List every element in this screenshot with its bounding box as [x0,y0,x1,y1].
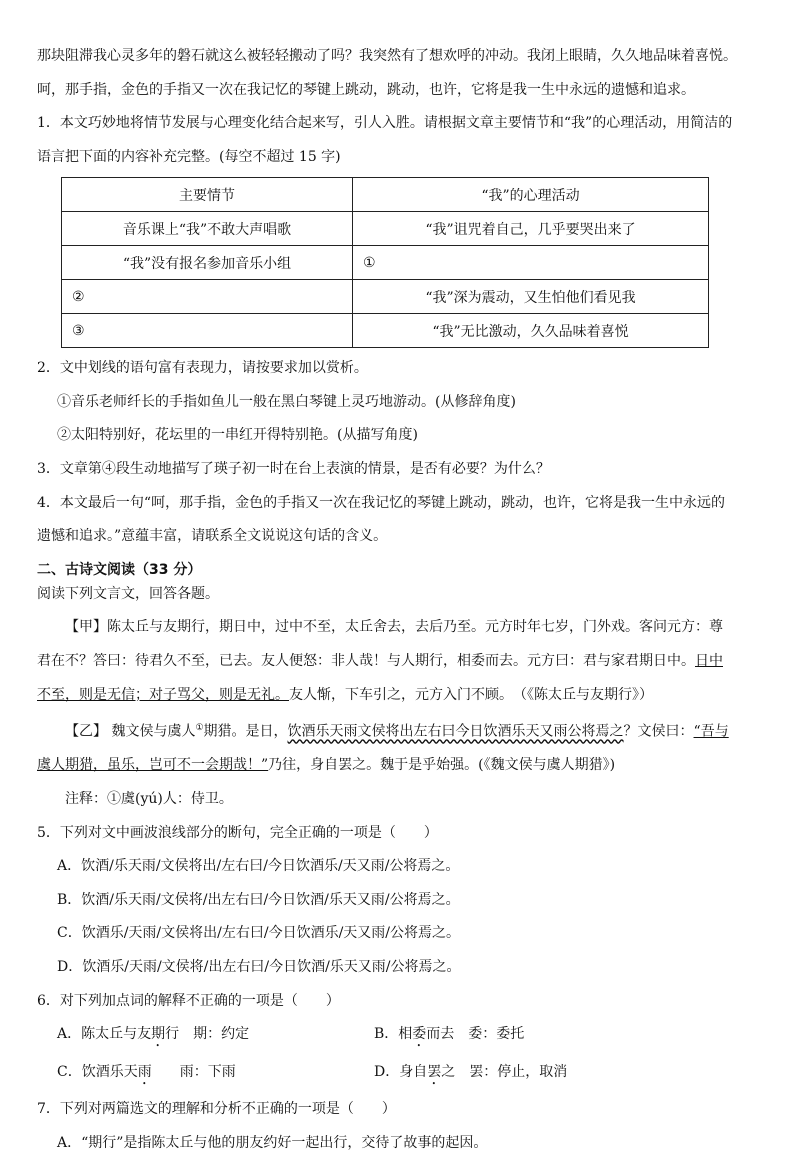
option-d[interactable]: D．饮酒乐/天雨/文侯将/出左右曰/今日饮酒/乐天又雨/公将焉之。 [57,958,461,975]
option-c[interactable]: C．饮酒乐天雨 雨：下雨 [57,1063,236,1080]
option-a[interactable]: A．陈太丘与友期行 期：约定 [57,1026,250,1043]
question-4-line: 遗憾和追求。”意蕴丰富，请联系全文说说这句话的含义。 [37,528,388,545]
option-c[interactable]: C．饮酒乐/天雨/文侯将出/左右曰/今日饮酒乐/天又雨/公将焉之。 [57,925,461,942]
table-header-cell: “我”的心理活动 [353,178,709,212]
question-1-line: 语言把下面的内容补充完整。(每空不超过 15 字) [37,148,341,165]
table-cell: “我”无比激动，久久品味着喜悦 [353,314,709,348]
yi-passage-line: 虞人期猎，虽乐，岂可不一会期哉！”乃往，身自罢之。魏于是乎始强。(《魏文侯与虞人期猎》) [37,757,616,774]
source-citation: (《魏文侯与虞人期猎》) [478,757,616,774]
jia-passage-line: 不至，则是无信；对子骂父，则是无礼。友人惭，下车引之，元方入门不顾。 （《陈太丘与友期行》） [37,686,653,703]
question-7-stem: 7．下列对两篇选文的理解和分析不正确的一项是（ ） [37,1101,396,1118]
option-d[interactable]: D．身自罢之 罢：停止，取消 [374,1063,568,1080]
table-row [62,246,709,280]
question-2-stem: 2．文中划线的语句富有表现力，请按要求加以赏析。 [37,360,368,377]
option-a[interactable]: A．饮酒/乐天雨/文侯将出/左右曰/今日饮酒乐/天又雨/公将焉之。 [57,858,460,875]
dotted-word: 罢 [427,1063,442,1080]
option-b[interactable]: B．相委而去 委：委托 [374,1026,525,1043]
table-header-cell: 主要情节 [62,178,353,212]
question-6-row [37,1060,757,1088]
plot-table [61,177,709,348]
table-cell: “我”深为震动，又生怕他们看见我 [353,280,709,314]
question-6-row [37,1022,757,1050]
passage-line: 那块阻滞我心灵多年的磐石就这么被轻轻搬动了吗？我突然有了想欢呼的冲动。我闭上眼睛，久久地品味着喜悦。 [37,48,737,64]
footnote-marker: ① [195,723,204,734]
annotation-note: 注释：①虞(yú)人：侍卫。 [65,790,233,807]
underlined-text: 虞人期猎，虽乐，岂可不一会期哉！” [37,757,269,774]
source-citation: （《陈太丘与友期行》） [520,686,653,703]
table-cell: 音乐课上“我”不敢大声唱歌 [62,212,353,246]
table-header-row [62,178,709,212]
question-6-stem: 6．对下列加点词的解释不正确的一项是（ ） [37,992,340,1009]
jia-passage-line: 【甲】陈太丘与友期行，期日中，过中不至，太丘舍去，去后乃至。元方时年七岁，门外戏。客问元方：尊 [65,619,723,636]
option-a[interactable]: A．“期行”是指陈太丘与他的朋友约好一起出行，交待了故事的起因。 [57,1134,488,1151]
question-2-item: ①音乐老师纤长的手指如鱼儿一般在黑白琴键上灵巧地游动。(从修辞角度) [57,393,516,410]
dotted-word: 委 [412,1026,427,1043]
table-cell: “我”诅咒着自己，几乎要哭出来了 [353,212,709,246]
table-row [62,314,709,348]
dotted-word: 雨 [137,1063,152,1080]
answer-blank-2[interactable]: ② [62,280,353,314]
answer-blank-3[interactable]: ③ [62,314,353,348]
underlined-text: “吾与 [693,723,729,740]
exam-page [37,44,757,1164]
answer-blank-1[interactable]: ① [353,246,709,280]
question-1-line: 1．本文巧妙地将情节发展与心理变化结合起来写，引人入胜。请根据文章主要情节和“我”的心理活动，用简洁的 [37,115,733,132]
option-b[interactable]: B．饮酒/乐天雨/文侯将/出左右曰/今日饮酒/乐天又雨/公将焉之。 [57,891,460,908]
table-row [62,212,709,246]
section-2-intro: 阅读下列文言文，回答各题。 [37,585,219,602]
wavy-underlined-text: 饮酒乐天雨文侯将出左右曰今日饮酒乐天又雨公将焉之 [287,723,624,740]
question-2-item: ②太阳特别好，花坛里的一串红开得特别艳。(从描写角度) [57,427,418,444]
section-2-title: 二、古诗文阅读（33 分） [37,561,202,578]
dotted-word: 期 [151,1026,166,1043]
table-row [62,280,709,314]
question-4-line: 4．本文最后一句“呵，那手指，金色的手指又一次在我记忆的琴键上跳动，跳动，也许，它将是我一生中永远的 [37,494,726,511]
underlined-text: 日中 [695,652,723,669]
question-3: 3．文章第④段生动地描写了瑛子初一时在台上表演的情景，是否有必要？为什么？ [37,460,550,477]
underlined-text: 不至，则是无信；对子骂父，则是无礼。 [37,686,289,703]
question-5-stem: 5．下列对文中画波浪线部分的断句，完全正确的一项是（ ） [37,824,438,841]
yi-passage-line: 【乙】 魏文侯与虞人①期猎。是日，饮酒乐天雨文侯将出左右曰今日饮酒乐天又雨公将焉之？文侯曰：“吾与 [65,723,729,740]
jia-passage-line: 君在不？答曰：待君久不至，已去。友人便怒：非人哉！与人期行，相委而去。元方曰：君与家君期日中。日中 [37,652,723,669]
table-cell: “我”没有报名参加音乐小组 [62,246,353,280]
passage-line: 呵，那手指，金色的手指又一次在我记忆的琴键上跳动，跳动，也许，它将是我一生中永远的遗憾和追求。 [37,81,695,98]
